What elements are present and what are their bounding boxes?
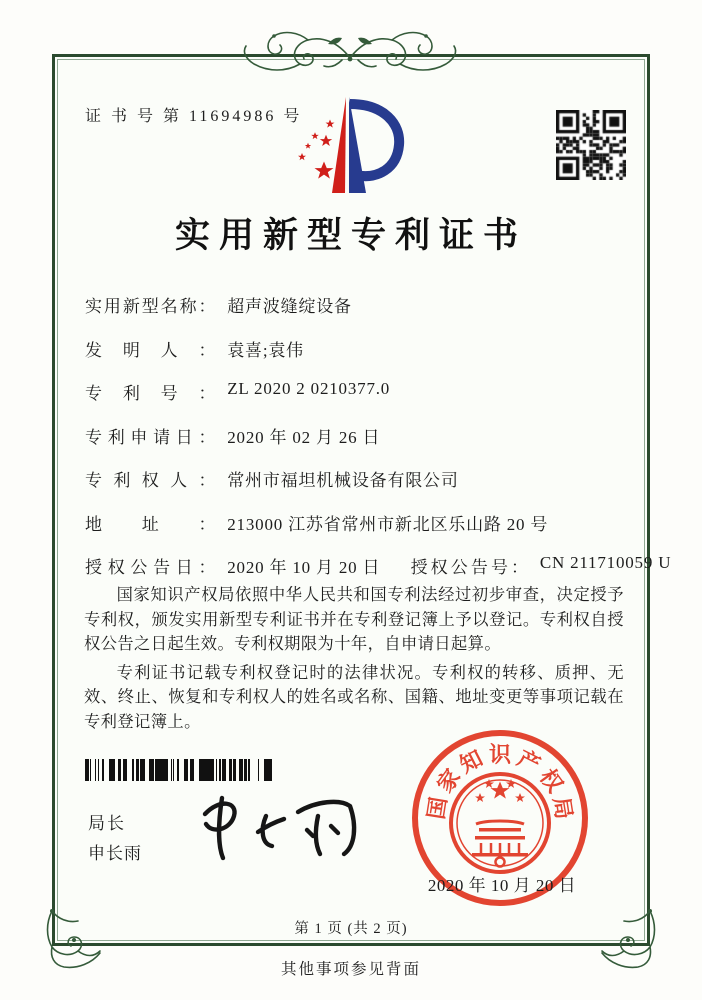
field-label: 地址：	[85, 514, 216, 534]
field-label: 发明人：	[85, 340, 216, 360]
legal-paragraphs	[84, 583, 624, 738]
paragraph-grant-statement: 国家知识产权局依照中华人民共和国专利法经过初步审查，决定授予专利权，颁发实用新型专利证书并在专利登记簿上予以登记。专利权自授权公告之日起生效。专利权期限为十年，自申请日起算。	[84, 585, 624, 653]
fields-block	[85, 292, 672, 597]
certificate-title: 实用新型专利证书	[174, 216, 527, 255]
national-emblem-icon	[451, 774, 549, 872]
certificate-number: 证 书 号 第 11694986 号	[85, 108, 303, 125]
field-label: 专利权人：	[85, 471, 216, 490]
cnipa-logo-icon	[288, 84, 420, 198]
field-value: 超声波缝绽设备	[227, 297, 352, 316]
field-row-address	[85, 510, 630, 537]
field-label: 授权公告号：	[410, 558, 529, 577]
field-value: 2020 年 10 月 20 日	[227, 558, 381, 577]
see-back-note: 其他事项参见背面	[280, 961, 421, 978]
field-row-filing-date	[85, 423, 630, 450]
svg-text:识: 识	[488, 742, 512, 767]
svg-text:产: 产	[513, 745, 545, 778]
field-row-inventor	[85, 336, 630, 363]
qr-code-icon	[556, 110, 626, 180]
barcode	[85, 759, 272, 781]
commissioner-name: 申长雨	[88, 844, 142, 863]
field-value: ZL 2020 2 0210377.0	[227, 379, 391, 398]
field-value: 213000 江苏省常州市新北区乐山路 20 号	[227, 514, 549, 534]
field-value: 袁喜;袁伟	[227, 340, 304, 360]
svg-text:知: 知	[455, 745, 487, 778]
paragraph-register-statement: 专利证书记载专利权登记时的法律状况。专利权的转移、质押、无效、终止、恢复和专利权人的姓名或名称、国籍、地址变更等事项记载在专利登记簿上。	[84, 662, 624, 731]
grant-date-under-seal: 2020 年 10 月 20 日	[427, 876, 577, 895]
commissioner-signature	[192, 788, 370, 872]
field-row-grant	[85, 553, 672, 580]
commissioner-title: 局长	[88, 814, 126, 833]
bottom-left-flourish-ornament	[38, 905, 104, 971]
field-row-patentee	[85, 466, 630, 493]
field-label: 授权公告日：	[85, 558, 216, 577]
field-row-name	[85, 292, 630, 319]
field-value: 常州市福坦机械设备有限公司	[227, 471, 459, 490]
svg-text:局: 局	[548, 795, 577, 821]
field-label: 专利号：	[85, 384, 216, 403]
field-value: CN 211710059 U	[539, 553, 672, 572]
svg-text:家: 家	[432, 764, 466, 797]
field-label: 专利申请日：	[85, 427, 216, 447]
field-label: 实用新型名称：	[85, 297, 216, 316]
field-row-patent-number	[85, 379, 630, 406]
top-flourish-ornament	[238, 28, 462, 82]
svg-text:国: 国	[423, 795, 452, 821]
page-number: 第 1 页 (共 2 页)	[294, 921, 408, 937]
field-value: 2020 年 02 月 26 日	[227, 427, 381, 447]
svg-text:权: 权	[534, 764, 568, 797]
bottom-right-flourish-ornament	[598, 905, 664, 971]
